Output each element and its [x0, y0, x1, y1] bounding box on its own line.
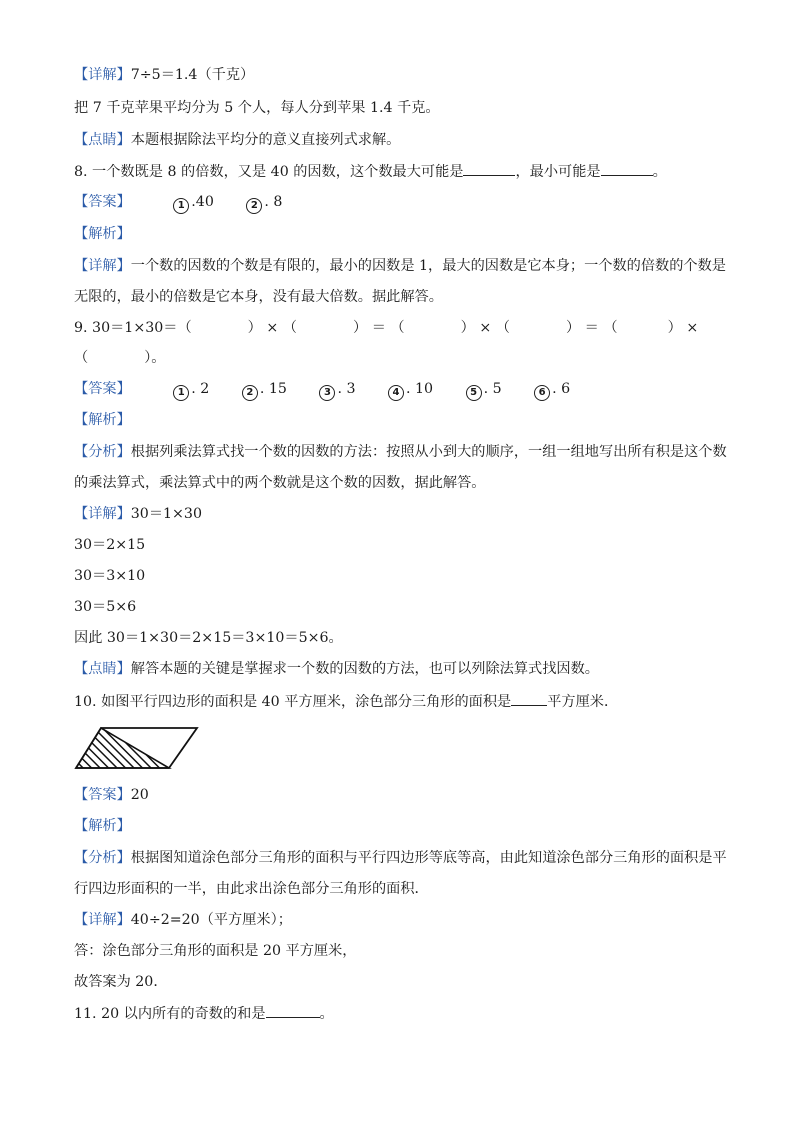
q7-comment: 【点睛】本题根据除法平均分的意义直接列式求解。 [74, 132, 401, 148]
q8-detail-1: 【详解】一个数的因数的个数是有限的，最小的因数是 1，最大的因数是它本身；一个数的倍数的个数是 [74, 258, 726, 274]
q10-question: 10. 如图平行四边形的面积是 40 平方厘米，涂色部分三角形的面积是 平方厘米． [74, 691, 618, 712]
q9-question-1: 9. 30＝1×30＝（ ） × （ ） ＝ （ ） × （ ） ＝ （ ） × [74, 320, 699, 336]
q7-explanation: 把 7 千克苹果平均分为 5 个人，每人分到苹果 1.4 千克。 [74, 100, 440, 116]
q9-reason-2: 的乘法算式，乘法算式中的两个数就是这个数的因数，据此解答。 [74, 475, 486, 491]
q9-comment: 【点睛】解答本题的关键是掌握求一个数的因数的方法，也可以列除法算式找因数。 [74, 661, 599, 677]
q8-question: 8. 一个数既是 8 的倍数，又是 40 的因数，这个数最大可能是 ，最小可能是 。 [74, 161, 667, 182]
q9-reason-1: 【分析】根据列乘法算式找一个数的因数的方法：按照从小到大的顺序，一组一组地写出所有积是这个数 [74, 444, 727, 460]
answer-item: 1 . 2 [173, 379, 209, 401]
q11-blank[interactable] [266, 1003, 320, 1018]
q8-answer: 【答案】 1 .40 2 . 8 [74, 192, 310, 214]
q7-detail: 【详解】7÷5＝1.4（千克） [74, 67, 255, 83]
q8-detail-2: 无限的，最小的倍数是它本身，没有最大倍数。据此解答。 [74, 289, 443, 305]
q10-detail: 【详解】40÷2=20（平方厘米）； [74, 912, 292, 928]
q9-analysis-tag: 【解析】 [74, 412, 131, 428]
shaded-triangle [76, 728, 169, 768]
q10-final: 故答案为 20． [74, 974, 168, 990]
answer-item: 5 . 5 [466, 379, 502, 401]
q9-step-2: 30＝2×15 [74, 537, 146, 553]
q9-step-3: 30＝3×10 [74, 568, 146, 584]
answer-item: 4 . 10 [388, 379, 433, 401]
answer-item: 1 .40 [173, 192, 214, 214]
q9-detail: 【详解】30＝1×30 [74, 506, 202, 522]
parallelogram-figure [74, 726, 200, 772]
answer-item: 3 . 3 [319, 379, 355, 401]
q9-conclusion: 因此 30＝1×30＝2×15＝3×10＝5×6。 [74, 630, 343, 646]
q9-step-4: 30＝5×6 [74, 599, 137, 615]
q10-blank[interactable] [511, 691, 547, 706]
q9-answer: 【答案】 1 . 2 2 . 15 3 . 3 4 . 10 5 . 5 6 . 6 [74, 379, 598, 401]
q10-analysis-tag: 【解析】 [74, 818, 131, 834]
q10-reason-1: 【分析】根据图知道涂色部分三角形的面积与平行四边形等底等高，由此知道涂色部分三角形的面积是平 [74, 850, 727, 866]
q10-answer-line: 答：涂色部分三角形的面积是 20 平方厘米， [74, 943, 357, 959]
q11-question: 11. 20 以内所有的奇数的和是 。 [74, 1003, 334, 1024]
q8-blank-1[interactable] [463, 161, 515, 176]
q10-reason-2: 行四边形面积的一半，由此求出涂色部分三角形的面积． [74, 881, 429, 897]
q8-blank-2[interactable] [601, 161, 653, 176]
answer-item: 2 . 8 [246, 192, 282, 214]
q10-answer: 【答案】20 [74, 787, 149, 803]
q8-analysis-tag: 【解析】 [74, 226, 131, 242]
answer-item: 6 . 6 [534, 379, 570, 401]
q9-question-2: （ ）。 [74, 350, 166, 366]
answer-item: 2 . 15 [242, 379, 287, 401]
